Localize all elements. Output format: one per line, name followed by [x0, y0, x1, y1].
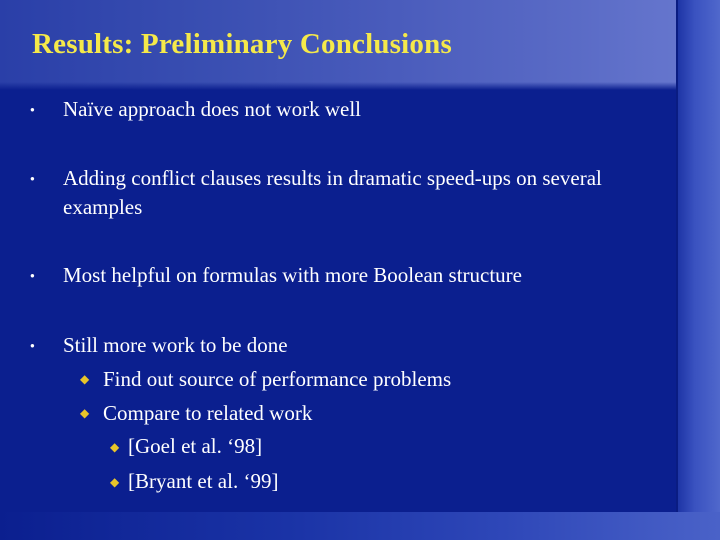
right-decor-strip	[678, 0, 720, 540]
bottom-decor-strip	[0, 512, 720, 540]
bullet-text: Still more work to be done	[63, 333, 288, 357]
bullet-dot-icon: ●	[30, 105, 35, 114]
bullet-dot-icon: ●	[30, 341, 35, 350]
bullet-text: Adding conflict clauses results in dramatic speed-ups on several examples	[63, 166, 602, 219]
sub-bullet-text: Compare to related work	[103, 401, 313, 425]
sub-bullet-text: Find out source of performance problems	[103, 367, 452, 391]
bullet-dot-icon: ●	[30, 174, 35, 183]
slide-title: Results: Preliminary Conclusions	[32, 28, 452, 60]
bullet-text: Most helpful on formulas with more Boolean structure	[63, 263, 522, 287]
diamond-bullet-icon: ◆	[110, 475, 120, 489]
diamond-bullet-icon: ◆	[80, 372, 90, 386]
diamond-bullet-icon: ◆	[80, 406, 90, 420]
diamond-bullet-icon: ◆	[110, 440, 120, 454]
bullet-text: Naïve approach does not work well	[63, 97, 361, 121]
sub-sub-bullet-text: [Bryant et al. ‘99]	[128, 469, 279, 493]
sub-sub-bullet-text: [Goel et al. ‘98]	[128, 434, 263, 458]
bullet-dot-icon: ●	[30, 271, 35, 280]
